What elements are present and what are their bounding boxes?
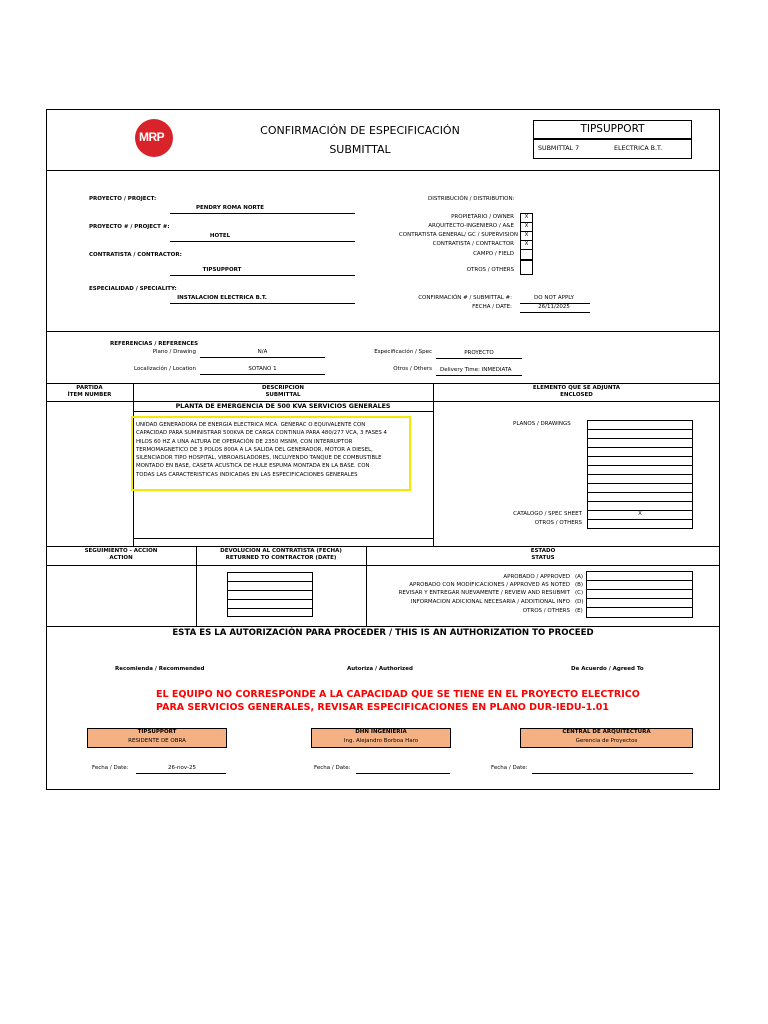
distribution-checkbox[interactable] xyxy=(520,249,533,260)
divider xyxy=(46,546,720,547)
references-title: REFERENCIAS / REFERENCES xyxy=(110,341,199,347)
distribution-label: CONTRATISTA GENERAL/ GC / SUPERVISION xyxy=(398,232,518,238)
grid-line xyxy=(587,447,693,448)
date-label: Fecha / Date: xyxy=(92,765,129,771)
grid-line xyxy=(586,607,693,608)
company-name: TIPSUPPORT xyxy=(580,123,645,135)
description-line: TODAS LAS CARACTERISTICAS INDICADAS EN LAS ESPECIFICACIONES GENERALES xyxy=(136,471,358,478)
grid-line xyxy=(587,429,693,430)
rejection-note xyxy=(156,688,640,714)
distribution-title: DISTRIBUCIÓN / DISTRIBUTION: xyxy=(428,196,515,202)
divider xyxy=(46,383,720,384)
grid-line xyxy=(587,492,693,493)
description-header: DESCRIPCION xyxy=(262,385,304,391)
divider xyxy=(433,383,434,546)
status-label: OTROS / OTHERS xyxy=(522,608,570,614)
item-title: PLANTA DE EMERGENCIA DE 500 KVA SERVICIOS GENERALES xyxy=(175,403,391,410)
distribution-mark: X xyxy=(524,223,529,229)
date-label: FECHA / DATE: xyxy=(472,304,512,310)
date-value: 26/11/2025 xyxy=(538,304,570,310)
distribution-checkbox[interactable] xyxy=(520,260,533,275)
signer-org: DHN INGENIERIA xyxy=(355,729,407,735)
grid-line xyxy=(586,589,693,590)
date-underline xyxy=(532,773,693,774)
description-header-en: SUBMITTAL xyxy=(265,392,301,398)
divider xyxy=(46,331,720,332)
grid-line xyxy=(227,581,313,582)
distribution-label: PROPIETARIO / OWNER xyxy=(451,214,514,220)
status-code: (B) xyxy=(575,582,584,588)
grid-line xyxy=(587,438,693,439)
others-label: Otros / Others xyxy=(393,366,432,372)
grid-line xyxy=(587,519,693,520)
grid-line xyxy=(586,580,693,581)
item-description xyxy=(136,421,387,479)
logo xyxy=(134,118,176,158)
submittal-confirmation-value: DO NOT APPLY xyxy=(534,295,574,301)
spec-label: Especificación / Spec xyxy=(374,349,432,355)
status-code: (C) xyxy=(575,590,584,596)
spec-underline xyxy=(436,358,522,359)
project-number-label: PROYECTO # / PROJECT #: xyxy=(89,224,170,230)
description-line: CAPACIDAD PARA SUMINISTRAR 500KVA DE CARGA CONTINUA PARA 480/277 VCA, 3 FASES 4 xyxy=(136,430,387,437)
drawing-label: Plano / Drawing xyxy=(152,349,196,355)
speciality-underline xyxy=(170,303,355,304)
returned-header: DEVOLUCION AL CONTRATISTA (FECHA) xyxy=(220,548,342,554)
status-label: APROBADO CON MODIFICACIONES / APPROVED AS NOTED xyxy=(409,582,570,588)
distribution-mark: X xyxy=(524,241,529,247)
submittal-number: SUBMITTAL 7 xyxy=(538,145,580,152)
grid-line xyxy=(587,501,693,502)
page-subtitle: SUBMITTAL xyxy=(329,143,391,156)
enclosed-others-label: OTROS / OTHERS xyxy=(534,520,582,526)
description-line: MONTADO EN BASE, CASETA ACUSTICA DE HULE ESPUMA MONTADA EN LA BASE. CON xyxy=(136,463,370,470)
grid-line xyxy=(587,483,693,484)
return-date-grid[interactable] xyxy=(227,572,313,617)
drawing-value: N/A xyxy=(257,349,268,355)
grid-line xyxy=(587,474,693,475)
status-label: REVISAR Y ENTREGAR NUEVAMENTE / REVIEW AND RESUBMIT xyxy=(398,590,570,596)
status-header-en: STATUS xyxy=(531,555,555,561)
logo-text: MRP xyxy=(139,130,165,144)
divider xyxy=(196,546,197,626)
grid-line xyxy=(587,456,693,457)
action-header-en: ACTION xyxy=(109,555,133,561)
contractor-value: TIPSUPPORT xyxy=(202,267,242,273)
item-number-header: PARTIDA xyxy=(76,385,103,391)
authorization-title: ESTA ES LA AUTORIZACIÓN PARA PROCEDER / THIS IS AN AUTHORIZATION TO PROCEED xyxy=(172,628,594,638)
others-underline xyxy=(436,375,522,376)
location-label: Localización / Location xyxy=(133,366,196,372)
signer-org: TIPSUPPORT xyxy=(137,729,177,735)
description-line: UNIDAD GENERADORA DE ENERGIA ELECTRICA MCA. GENERAC O EQUIVALENTE CON xyxy=(136,422,366,428)
description-line: SILENCIADOR TIPO HOSPITAL, VIBROAISLADORES, INCLUYENDO TANQUE DE COMBUSTIBLE xyxy=(136,455,382,462)
submittal-confirmation-label: CONFIRMACIÓN # / SUBMITTAL #: xyxy=(418,295,512,301)
rejection-note-line: PARA SERVICIOS GENERALES, REVISAR ESPECIFICACIONES EN PLANO DUR-IEDU-1.01 xyxy=(156,702,610,713)
distribution-mark: X xyxy=(524,232,529,238)
status-label: APROBADO / APPROVED xyxy=(503,574,570,580)
distribution-label: CAMPO / FIELD xyxy=(473,251,514,257)
others-value: Delivery Time: INMEDIATA xyxy=(440,367,512,373)
project-value: PENDRY ROMA NORTE xyxy=(195,205,265,211)
date-value: 26-nov-25 xyxy=(168,765,196,771)
divider xyxy=(46,565,720,566)
action-header: SEGUIMIENTO - ACCION xyxy=(84,548,158,554)
location-value: SOTANO 1 xyxy=(248,366,277,372)
distribution-label: OTROS / OTHERS xyxy=(466,267,514,273)
status-code: (E) xyxy=(575,608,583,614)
divider xyxy=(46,401,720,402)
page-title: CONFIRMACIÓN DE ESPECIFICACIÓN xyxy=(260,124,460,137)
divider xyxy=(133,411,433,412)
divider xyxy=(46,626,720,627)
status-code: (A) xyxy=(575,574,584,580)
status-header: ESTADO xyxy=(530,548,556,554)
date-label: Fecha / Date: xyxy=(491,765,528,771)
status-grid[interactable] xyxy=(586,571,693,618)
distribution-label: CONTRATISTA / CONTRACTOR xyxy=(432,241,514,247)
grid-line xyxy=(227,608,313,609)
signer-org: CENTRAL DE ARQUITECTURA xyxy=(562,729,651,735)
location-underline xyxy=(200,374,325,375)
submittal-type: ELECTRICA B.T. xyxy=(614,145,663,152)
agreed-label: De Acuerdo / Agreed To xyxy=(571,666,644,672)
speciality-label: ESPECIALIDAD / SPECIALITY: xyxy=(89,286,177,292)
project-label: PROYECTO / PROJECT: xyxy=(89,196,157,202)
rejection-note-line: EL EQUIPO NO CORRESPONDE A LA CAPACIDAD QUE SE TIENE EN EL PROYECTO ELECTRICO xyxy=(156,689,640,700)
item-number-header-en: ÍTEM NUMBER xyxy=(67,392,112,398)
spec-sheet-label: CATALOGO / SPEC SHEET xyxy=(513,511,582,517)
signer-role: RESIDENTE DE OBRA xyxy=(128,738,186,744)
divider xyxy=(133,538,433,539)
enclosed-header: ELEMENTO QUE SE ADJUNTA xyxy=(532,385,621,391)
status-label: INFORMACION ADICIONAL NECESARIA / ADDITIONAL INFO xyxy=(410,599,570,605)
distribution-mark: X xyxy=(524,214,529,220)
speciality-value: INSTALACION ELECTRICA B.T. xyxy=(177,295,267,301)
contractor-underline xyxy=(170,275,355,276)
signer-role: Gerencia de Proyectos xyxy=(575,738,638,744)
grid-line xyxy=(227,599,313,600)
enclosed-header-en: ENCLOSED xyxy=(560,392,593,398)
drawing-underline xyxy=(200,357,325,358)
description-line: TERMOMAGNETICO DE 3 POLOS 800A A LA SALIDA DEL GENERADOR, MOTOR A DIESEL, xyxy=(136,446,373,453)
date-underline xyxy=(136,773,226,774)
spec-sheet-mark: X xyxy=(638,511,642,517)
project-underline xyxy=(170,213,355,214)
project-number-underline xyxy=(170,241,355,242)
grid-line xyxy=(586,598,693,599)
date-label: Fecha / Date: xyxy=(314,765,351,771)
grid-line xyxy=(587,465,693,466)
contractor-label: CONTRATISTA / CONTRACTOR: xyxy=(89,252,182,258)
project-number-value: HOTEL xyxy=(209,233,231,239)
status-code: (D) xyxy=(575,599,584,605)
drawings-label: PLANOS / DRAWINGS xyxy=(513,421,571,427)
spec-value: PROYECTO xyxy=(464,350,494,356)
date-underline xyxy=(356,773,450,774)
description-line: HILOS 60 HZ A UNA ALTURA DE OPERACIÓN DE 2350 MSNM, CON INTERRUPTOR xyxy=(136,438,353,445)
recommended-label: Recomienda / Recommended xyxy=(115,666,205,672)
divider xyxy=(46,170,720,171)
date-underline xyxy=(520,312,590,313)
distribution-label: ARQUITECTO-INGENIERO / A&E xyxy=(428,223,514,229)
returned-header-en: RETURNED TO CONTRACTOR (DATE) xyxy=(225,555,337,561)
grid-line xyxy=(227,590,313,591)
signer-role: Ing. Alejandro Borboa Haro xyxy=(343,738,419,744)
authorized-label: Autoriza / Authorized xyxy=(347,666,413,672)
